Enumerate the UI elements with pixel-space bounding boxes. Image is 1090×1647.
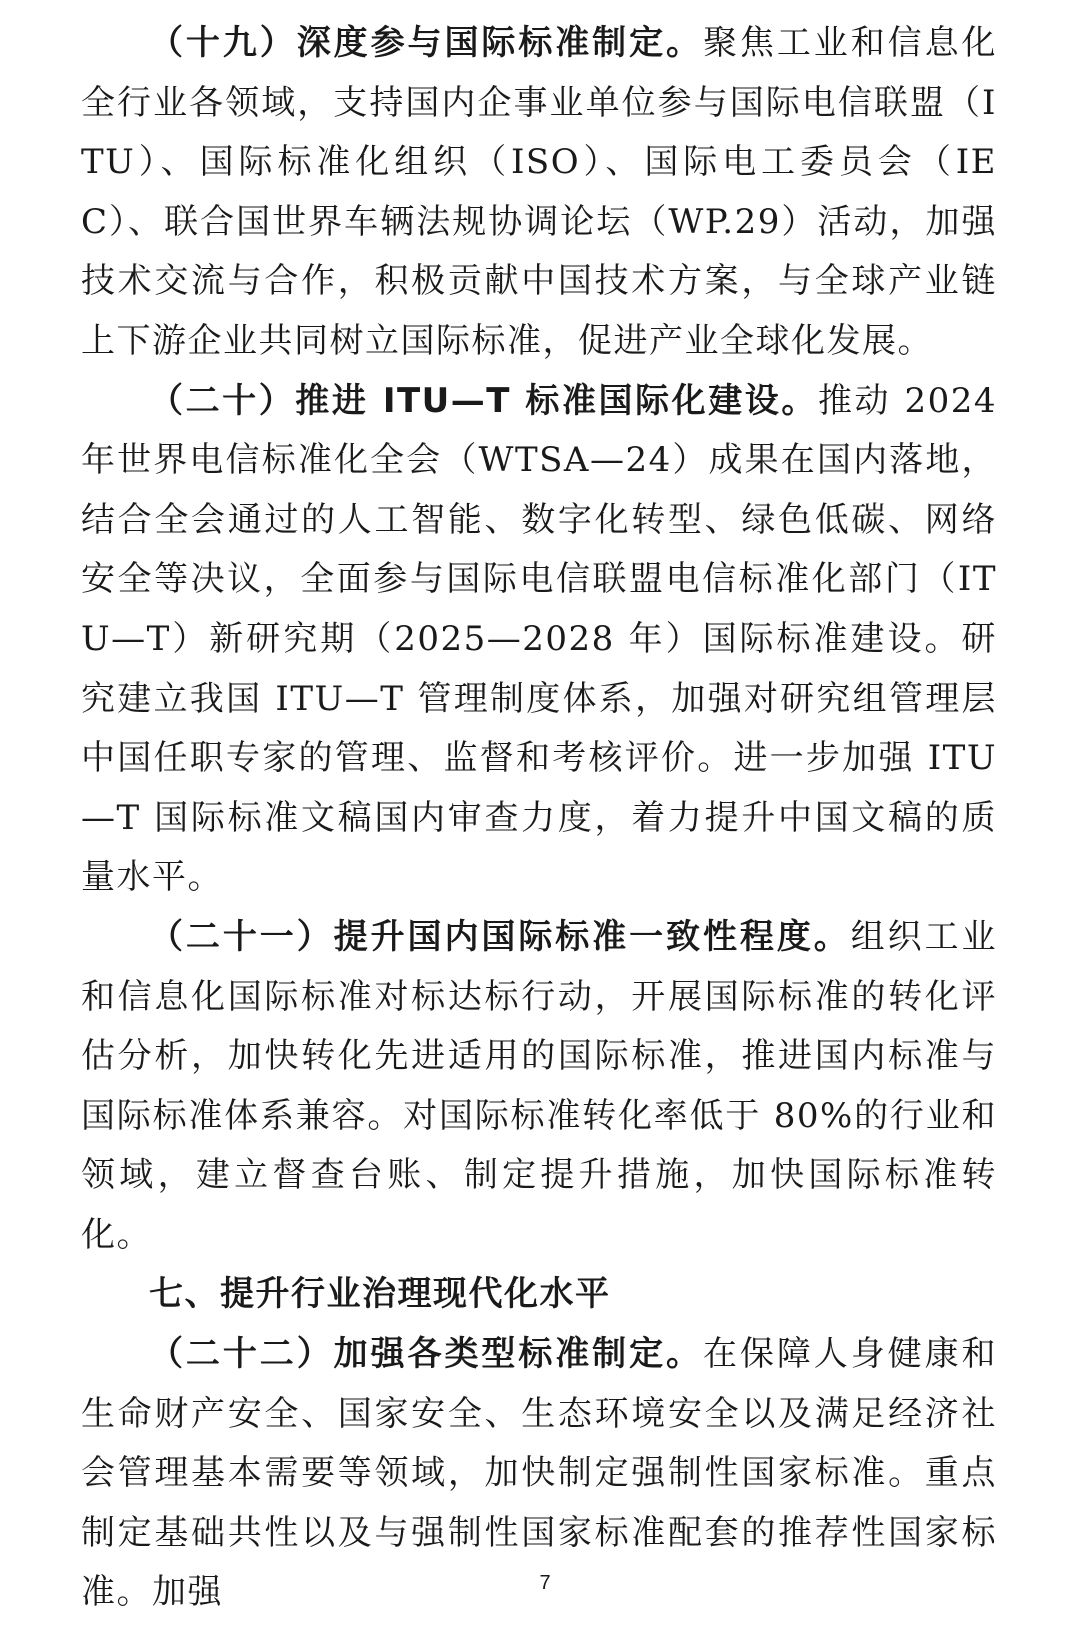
- paragraph-19-heading: （十九）深度参与国际标准制定。: [149, 23, 703, 63]
- paragraph-20: [81, 372, 997, 908]
- page-number: 7: [539, 1572, 551, 1594]
- document-body: [81, 14, 997, 1623]
- paragraph-21-text: 组织工业和信息化国际标准对标达标行动，开展国际标准的转化评估分析，加快转化先进适用的国际标准，推进国内标准与国际标准体系兼容。对国际标准转化率低于 80%的行业和领域，建立督查台账、制定提升措施，加快国际标准转化。: [81, 916, 997, 1255]
- paragraph-20-heading: （二十）推进 ITU—T 标准国际化建设。: [149, 380, 818, 421]
- section-heading: 七、提升行业治理现代化水平: [149, 1274, 611, 1315]
- paragraph-21: [81, 908, 997, 1266]
- paragraph-19-text: 聚焦工业和信息化全行业各领域，支持国内企事业单位参与国际电信联盟（ITU）、国际标准化组织（ISO）、国际电工委员会（IEC）、联合国世界车辆法规协调论坛（WP.29）活动，加强技术交流与合作，积极贡献中国技术方案，与全球产业链上下游企业共同树立国际标准，促进产业全球化发展。: [81, 23, 998, 361]
- paragraph-21-heading: （二十一）提升国内国际标准一致性程度。: [149, 916, 851, 957]
- paragraph-20-text: 推动 2024 年世界电信标准化全会（WTSA—24）成果在国内落地，结合全会通过的人工智能、数字化转型、绿色低碳、网络安全等决议，全面参与国际电信联盟电信标准化部门（ITU—T）新研究期（2025—2028 年）国际标准建设。研究建立我国 ITU—T 管理制度体系，加强对研究组管理层中国任职专家的管理、监督和考核评价。进一步加强 ITU—T 国际标准文稿国内审查力度，着力提升中国文稿的质量水平。: [81, 380, 997, 898]
- paragraph-19: [81, 14, 997, 372]
- paragraph-22-heading: （二十二）加强各类型标准制定。: [149, 1334, 703, 1375]
- paragraph-22-text: 在保障人身健康和生命财产安全、国家安全、生态环境安全以及满足经济社会管理基本需要等领域，加快制定强制性国家标准。重点制定基础共性以及与强制性国家标准配套的推荐性国家标准。加强: [81, 1334, 998, 1613]
